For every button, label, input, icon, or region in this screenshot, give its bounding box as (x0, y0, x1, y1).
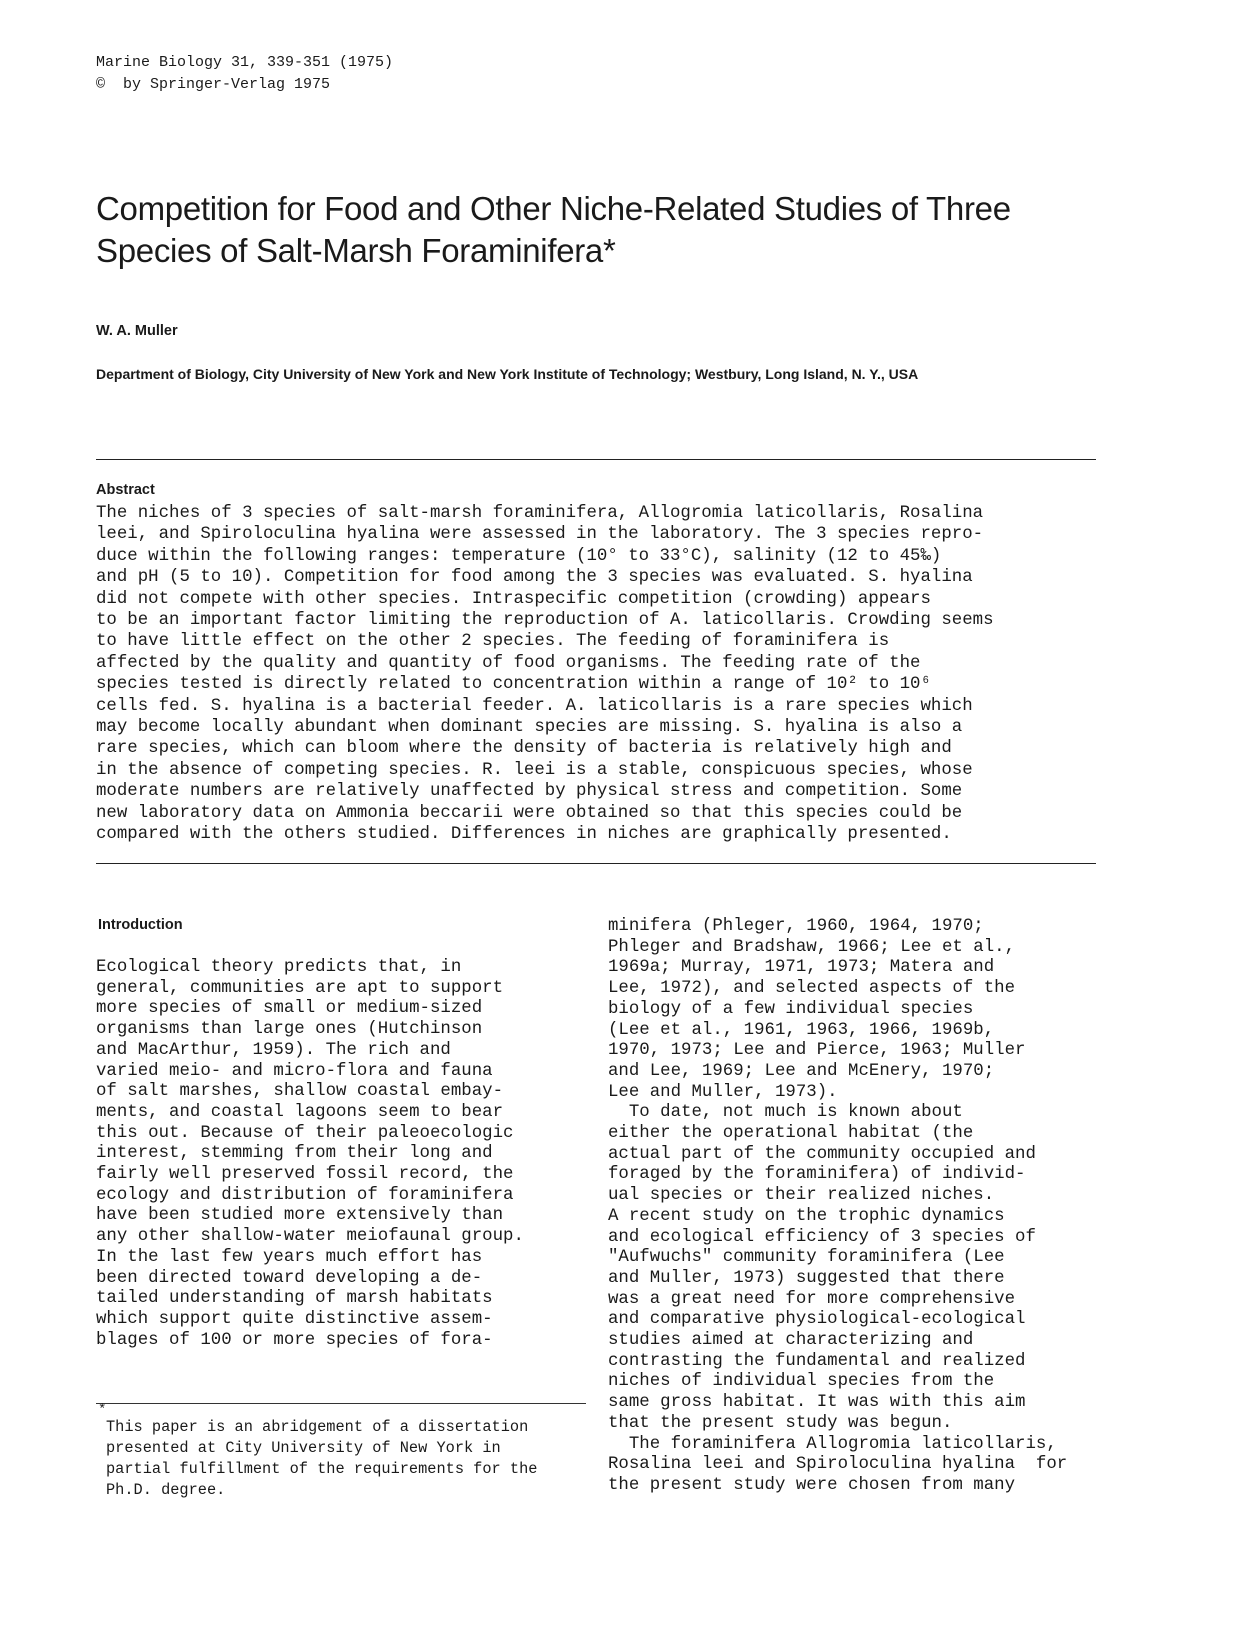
text-line: and Lee, 1969; Lee and McEnery, 1970; (608, 1061, 995, 1081)
abstract-line: to have little effect on the other 2 species. The feeding of foraminifera is (96, 632, 890, 652)
abstract-line: to be an important factor limiting the reproduction of A. laticollaris. Crowding seems (96, 611, 994, 631)
text-line: which support quite distinctive assem- (96, 1309, 493, 1329)
text-line: minifera (Phleger, 1960, 1964, 1970; (608, 917, 984, 936)
journal-citation-block (96, 52, 393, 96)
text-line: varied meio- and micro-flora and fauna (96, 1061, 493, 1081)
journal-citation: Marine Biology 31, 339-351 (1975) (96, 54, 394, 71)
text-line: (Lee et al., 1961, 1963, 1966, 1969b, (608, 1020, 995, 1040)
abstract-line: rare species, which can bloom where the density of bacteria is relatively high and (96, 739, 952, 759)
text-line: any other shallow-water meiofaunal group. (96, 1227, 524, 1247)
text-line: and ecological efficiency of 3 species of (608, 1227, 1036, 1247)
introduction-heading: Introduction (98, 917, 183, 933)
text-line: and MacArthur, 1959). The rich and (96, 1040, 451, 1060)
abstract-body (96, 503, 994, 846)
text-line: The foraminifera Allogromia laticollaris, (608, 1434, 1057, 1454)
abstract-heading: Abstract (96, 482, 155, 498)
text-line: fairly well preserved fossil record, the (96, 1165, 514, 1185)
abstract-line: did not compete with other species. Intraspecific competition (crowding) appears (96, 589, 931, 609)
text-line: general, communities are apt to support (96, 978, 504, 998)
text-line: contrasting the fundamental and realized (608, 1351, 1026, 1371)
abstract-line: compared with the others studied. Differences in niches are graphically presented. (96, 825, 952, 845)
footnote-marker: * (98, 1402, 107, 1418)
text-line: In the last few years much effort has (96, 1247, 483, 1267)
text-line: foraged by the foraminifera) of individ- (608, 1165, 1026, 1185)
footnote (106, 1417, 537, 1501)
text-line: been directed toward developing a de- (96, 1268, 483, 1288)
text-line: actual part of the community occupied and (608, 1144, 1036, 1164)
paper-title (96, 188, 1146, 272)
abstract-line: The niches of 3 species of salt-marsh foraminifera, Allogromia laticollaris, Rosalina (96, 504, 984, 523)
text-line: same gross habitat. It was with this aim (608, 1393, 1026, 1413)
text-line: To date, not much is known about (608, 1103, 963, 1123)
abstract-line: affected by the quality and quantity of food organisms. The feeding rate of the (96, 653, 921, 673)
footnote-divider (96, 1403, 586, 1404)
text-line: niches of individual species from the (608, 1372, 995, 1392)
abstract-line: duce within the following ranges: temperature (10° to 33°C), salinity (12 to 45‰) (96, 546, 942, 566)
abstract-line: leei, and Spiroloculina hyalina were assessed in the laboratory. The 3 species repro- (96, 525, 984, 545)
text-line: 1969a; Murray, 1971, 1973; Matera and (608, 958, 995, 978)
text-line: the present study were chosen from many (608, 1475, 1016, 1495)
text-line: Lee, 1972), and selected aspects of the (608, 979, 1016, 999)
text-line: more species of small or medium-sized (96, 999, 483, 1019)
title-line: Species of Salt-Marsh Foraminifera* (96, 232, 616, 269)
text-line: that the present study was begun. (608, 1413, 953, 1433)
footnote-line: partial fulfillment of the requirements for the (106, 1460, 538, 1478)
author-affiliation: Department of Biology, City University of New York and New York Institute of Technology; Westbury, Long Island, N. Y., USA (96, 366, 919, 382)
abstract-line: new laboratory data on Ammonia beccarii were obtained so that this species could be (96, 803, 963, 823)
text-line: "Aufwuchs" community foraminifera (Lee (608, 1248, 1005, 1268)
text-line: Lee and Muller, 1973). (608, 1082, 838, 1102)
abstract-bottom-divider (96, 863, 1096, 864)
footnote-line: This paper is an abridgement of a dissertation (106, 1418, 529, 1436)
introduction-left-column (96, 958, 524, 1351)
text-line: biology of a few individual species (608, 999, 974, 1019)
abstract-line: and pH (5 to 10). Competition for food among the 3 species was evaluated. S. hyalina (96, 568, 973, 588)
footnote-line: Ph.D. degree. (106, 1481, 226, 1499)
text-line: A recent study on the trophic dynamics (608, 1206, 1005, 1226)
author-name: W. A. Muller (96, 323, 178, 339)
abstract-line: cells fed. S. hyalina is a bacterial feeder. A. laticollaris is a rare species which (96, 696, 973, 716)
abstract-line: species tested is directly related to concentration within a range of 10² to 10⁶ (96, 675, 931, 695)
text-line: was a great need for more comprehensive (608, 1289, 1016, 1309)
text-line: ecology and distribution of foraminifera (96, 1185, 514, 1205)
abstract-top-divider (96, 459, 1096, 460)
text-line: Rosalina leei and Spiroloculina hyalina for (608, 1455, 1068, 1475)
abstract-line: may become locally abundant when dominant species are missing. S. hyalina is also a (96, 718, 963, 738)
text-line: 1970, 1973; Lee and Pierce, 1963; Muller (608, 1041, 1026, 1061)
abstract-line: moderate numbers are relatively unaffected by physical stress and competition. Some (96, 782, 963, 802)
text-line: have been studied more extensively than (96, 1206, 504, 1226)
text-line: and comparative physiological-ecological (608, 1310, 1026, 1330)
text-line: tailed understanding of marsh habitats (96, 1289, 493, 1309)
copyright-line: © by Springer-Verlag 1975 (96, 76, 331, 93)
text-line: this out. Because of their paleoecologic (96, 1123, 514, 1143)
abstract-line: in the absence of competing species. R. leei is a stable, conspicuous species, whose (96, 760, 973, 780)
text-line: interest, stemming from their long and (96, 1144, 493, 1164)
text-line: ual species or their realized niches. (608, 1186, 995, 1206)
introduction-right-column (608, 917, 1067, 1497)
footnote-line: presented at City University of New York in (106, 1439, 501, 1457)
text-line: either the operational habitat (the (608, 1124, 974, 1144)
text-line: of salt marshes, shallow coastal embay- (96, 1082, 504, 1102)
text-line: studies aimed at characterizing and (608, 1331, 974, 1351)
text-line: Ecological theory predicts that, in (96, 958, 462, 977)
text-line: blages of 100 or more species of fora- (96, 1330, 493, 1350)
text-line: Phleger and Bradshaw, 1966; Lee et al., (608, 937, 1016, 957)
text-line: and Muller, 1973) suggested that there (608, 1268, 1005, 1288)
title-line: Competition for Food and Other Niche-Related Studies of Three (96, 190, 1011, 227)
text-line: ments, and coastal lagoons seem to bear (96, 1102, 504, 1122)
text-line: organisms than large ones (Hutchinson (96, 1020, 483, 1040)
